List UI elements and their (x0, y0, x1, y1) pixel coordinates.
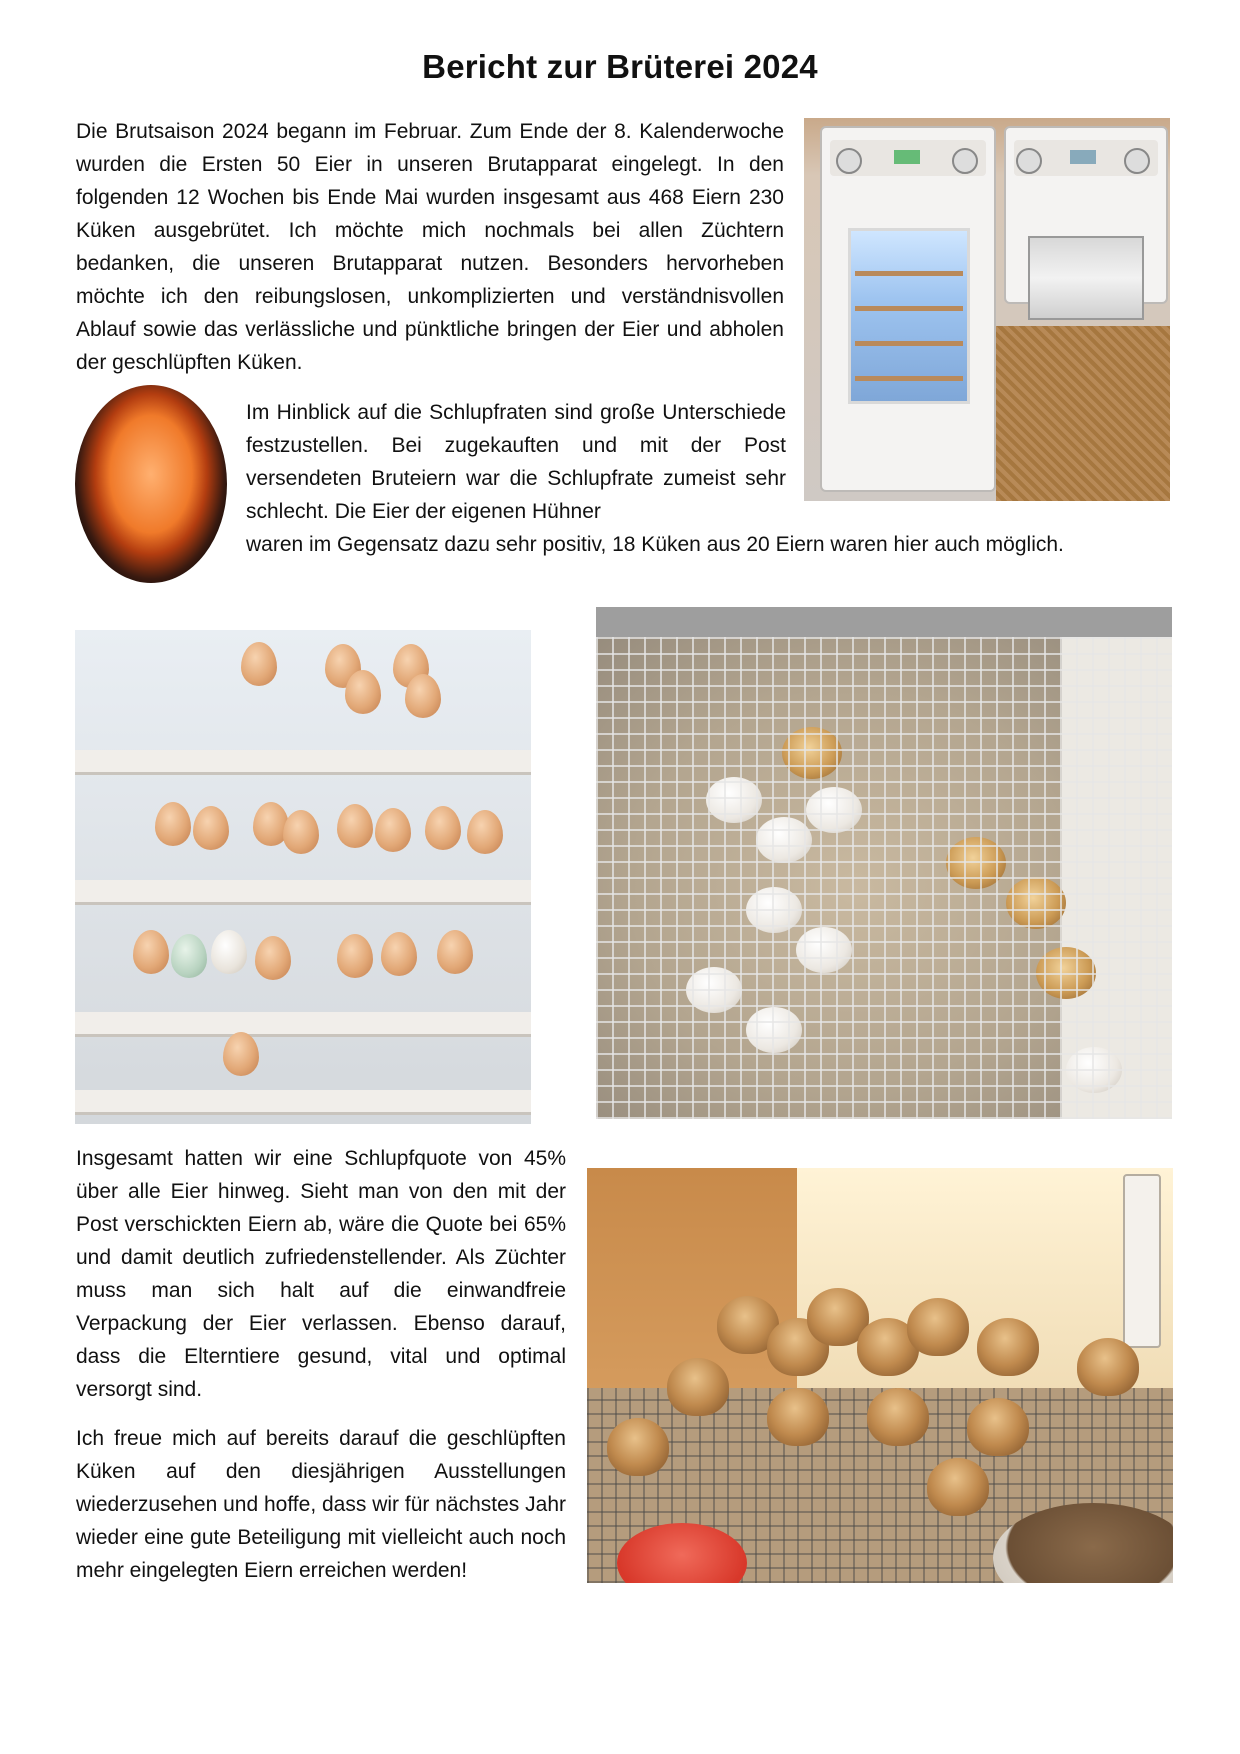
display-icon (1070, 150, 1096, 164)
hatching-basket-photo (596, 607, 1172, 1119)
display-icon (894, 150, 920, 164)
paragraph-hatch-rates: Im Hinblick auf die Schlupfraten sind große Unterschiede festzustellen. Bei zugekauften und mit der Post versendeten Bruteiern war die Schlupfrate zumeist sehr schlecht. Die Eier der eigenen Hühner (246, 401, 786, 523)
paragraph-closing: Ich freue mich auf bereits darauf die geschlüpften Küken auf den diesjährigen Ausstellungen wiederzusehen und hoffe, dass wir für nächstes Jahr wieder eine gute Beteiligung mit vielleicht auch noch mehr eingelegten Eiern erreichen werden! (76, 1427, 566, 1582)
egg-trays-photo (75, 630, 531, 1124)
candled-egg-photo (75, 385, 227, 583)
chicks-under-heat-lamp-photo (587, 1168, 1173, 1583)
incubator-glass-door (848, 228, 970, 404)
fan-icon (836, 148, 862, 174)
fan-icon (1016, 148, 1042, 174)
paragraph-hatch-rates-continued: waren im Gegensatz dazu sehr positiv, 18 Küken aus 20 Eiern waren hier auch möglich. (246, 533, 1064, 556)
hatcher-window (1028, 236, 1144, 320)
paragraph-intro: Die Brutsaison 2024 begann im Februar. Zum Ende der 8. Kalenderwoche wurden die Ersten 50 Eier in unseren Brutapparat eingelegt. In den folgenden 12 Wochen bis Ende Mai wurden insgesamt aus 468 Eiern 230 Küken ausgebrütet. Ich möchte mich nochmals bei allen Züchtern bedanken, die unseren Brutapparat nutzen. Besonders hervorheben möchte ich den reibungslosen, unkomplizierten und verständnisvollen Ablauf sowie das verlässliche und pünktliche bringen der Eier und abholen der geschlüpften Küken. (76, 120, 784, 374)
incubator-cabinet-left (820, 126, 996, 492)
incubator-photo (804, 118, 1170, 501)
fan-icon (952, 148, 978, 174)
thermometer-icon (1123, 1174, 1161, 1348)
wooden-cabinet (996, 326, 1170, 501)
paragraph-hatch-quota: Insgesamt hatten wir eine Schlupfquote von 45% über alle Eier hinweg. Sieht man von den mit der Post verschickten Eiern ab, wäre die Quote bei 65% und damit deutlich zufriedenstellender. Als Züchter muss man sich halt auf die einwandfreie Verpackung der Eier verlassen. Ebenso darauf, dass die Elterntiere gesund, vital und optimal versorgt sind. (76, 1147, 566, 1401)
incubator-cabinet-right (1004, 126, 1168, 304)
fan-icon (1124, 148, 1150, 174)
page-title: Bericht zur Brüterei 2024 (422, 48, 818, 85)
